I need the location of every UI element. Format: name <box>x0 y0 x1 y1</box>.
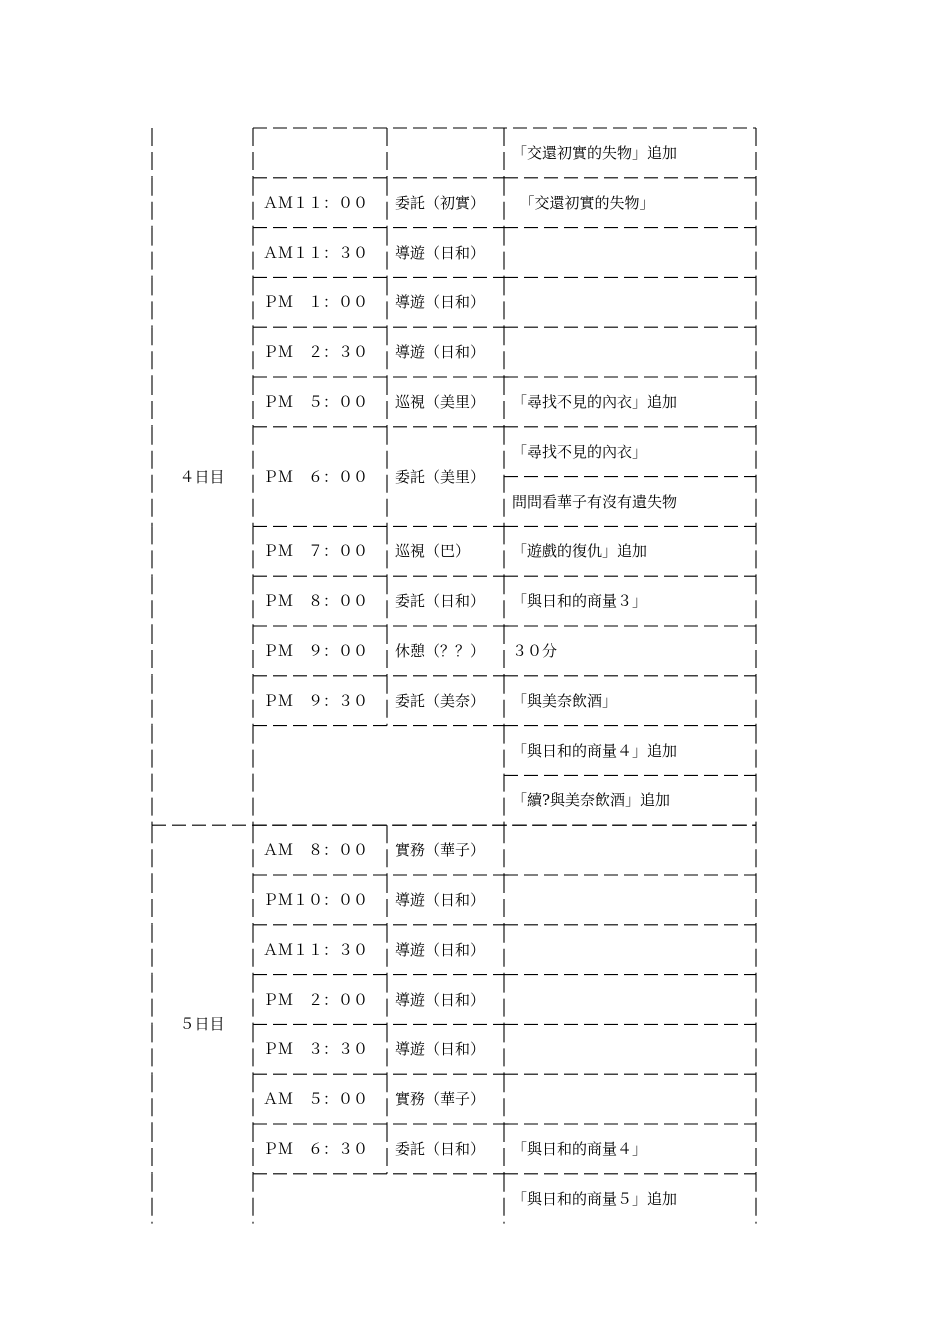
category-cell: 導遊（日和） <box>395 293 486 312</box>
event-cell: 「交還初實的失物」追加 <box>512 143 678 162</box>
time-cell: ＰＭ ２：３０ <box>263 343 369 362</box>
category-cell: 休憩（？？） <box>395 641 486 660</box>
category-cell: 導遊（日和） <box>395 890 486 909</box>
event-cell: 問問看華子有沒有遺失物 <box>512 492 678 511</box>
event-cell: 「與日和的商量５」追加 <box>512 1189 678 1208</box>
time-cell: ＡＭ１１：００ <box>263 193 369 212</box>
category-cell: 導遊（日和） <box>395 243 486 262</box>
category-cell: 委託（初實） <box>395 193 486 212</box>
event-cell: 「尋找不見的內衣」 <box>512 442 648 461</box>
day-label: ５日目 <box>179 1015 225 1034</box>
category-cell: 巡視（巴） <box>395 542 471 561</box>
event-cell: 「續?與美奈飲酒」追加 <box>512 791 671 810</box>
time-cell: ＡＭ１１：３０ <box>263 940 369 959</box>
category-cell: 導遊（日和） <box>395 940 486 959</box>
event-cell: ３０分 <box>512 641 558 660</box>
time-cell: ＰＭ ７：００ <box>263 542 369 561</box>
day-label: ４日目 <box>179 467 225 486</box>
time-cell: ＰＭ ９：３０ <box>263 691 369 710</box>
time-cell: ＰＭ １：００ <box>263 293 369 312</box>
event-cell: 「與日和的商量４」 <box>512 1139 648 1158</box>
time-cell: ＰＭ ６：３０ <box>263 1139 369 1158</box>
time-cell: ＰＭ１０：００ <box>263 890 369 909</box>
event-cell: 「遊戲的復仇」追加 <box>512 542 648 561</box>
category-cell: 導遊（日和） <box>395 990 486 1009</box>
category-cell: 實務（華子） <box>395 841 486 860</box>
category-cell: 委託（美里） <box>395 467 486 486</box>
category-cell: 實務（華子） <box>395 1090 486 1109</box>
event-cell: 「尋找不見的內衣」追加 <box>512 392 678 411</box>
category-cell: 委託（美奈） <box>395 691 486 710</box>
event-cell: 「與日和的商量３」 <box>512 592 648 611</box>
time-cell: ＰＭ ６：００ <box>263 467 369 486</box>
event-cell: 「與日和的商量４」追加 <box>512 741 678 760</box>
time-cell: ＰＭ ３：３０ <box>263 1040 369 1059</box>
category-cell: 委託（日和） <box>395 1139 486 1158</box>
event-cell: 「交還初實的失物」 <box>512 193 655 212</box>
category-cell: 巡視（美里） <box>395 392 486 411</box>
time-cell: ＰＭ ５：００ <box>263 392 369 411</box>
time-cell: ＡＭ ８：００ <box>263 841 369 860</box>
category-cell: 導遊（日和） <box>395 1040 486 1059</box>
category-cell: 委託（日和） <box>395 592 486 611</box>
time-cell: ＡＭ１１：３０ <box>263 243 369 262</box>
event-cell: 「與美奈飲酒」 <box>512 691 618 710</box>
category-cell: 導遊（日和） <box>395 343 486 362</box>
time-cell: ＰＭ ９：００ <box>263 641 369 660</box>
time-cell: ＡＭ ５：００ <box>263 1090 369 1109</box>
time-cell: ＰＭ ２：００ <box>263 990 369 1009</box>
time-cell: ＰＭ ８：００ <box>263 592 369 611</box>
